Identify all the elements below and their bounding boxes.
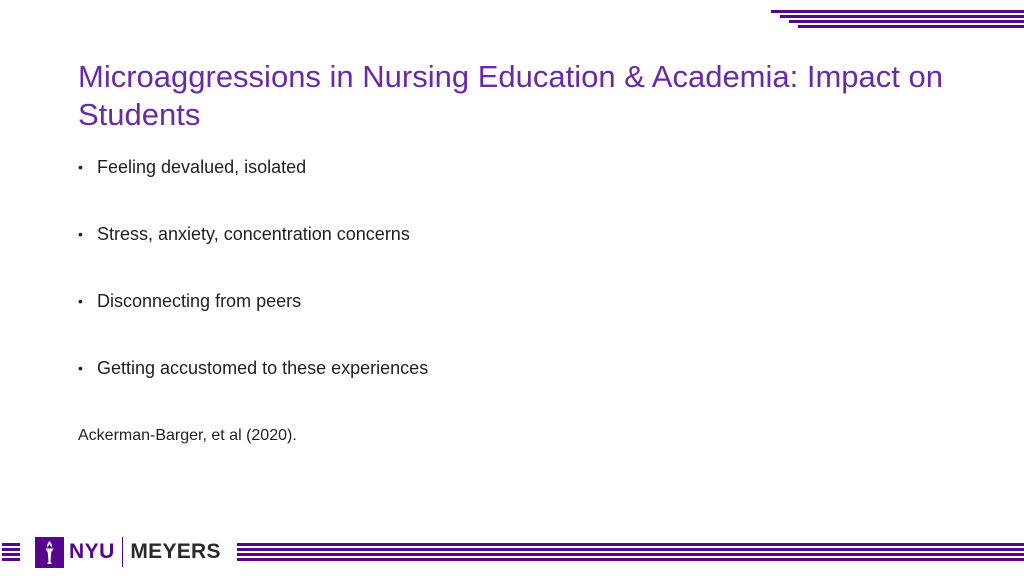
bullet-marker: • — [78, 293, 83, 309]
bullet-marker: • — [78, 360, 83, 376]
bullet-item — [78, 152, 428, 219]
bullet-text: Getting accustomed to these experiences — [97, 358, 429, 378]
bullet-text: Feeling devalued, isolated — [97, 157, 307, 177]
nyu-meyers-logo — [35, 535, 221, 569]
logo-meyers-text: MEYERS — [130, 540, 221, 563]
bullet-item — [78, 353, 428, 420]
nyu-torch-icon — [35, 537, 64, 568]
bullet-marker: • — [78, 159, 83, 175]
bullet-item — [78, 286, 428, 353]
logo-nyu-text: NYU — [69, 540, 115, 563]
bullet-text: Disconnecting from peers — [97, 291, 302, 311]
bullet-text: Stress, anxiety, concentration concerns — [97, 224, 410, 244]
bullet-list — [78, 152, 428, 420]
slide-title: Microaggressions in Nursing Education & Academia: Impact on Students — [78, 59, 943, 132]
citation: Ackerman-Barger, et al (2020). — [78, 427, 297, 444]
bullet-item — [78, 219, 428, 286]
bullet-marker: • — [78, 226, 83, 242]
logo-divider — [122, 537, 124, 567]
